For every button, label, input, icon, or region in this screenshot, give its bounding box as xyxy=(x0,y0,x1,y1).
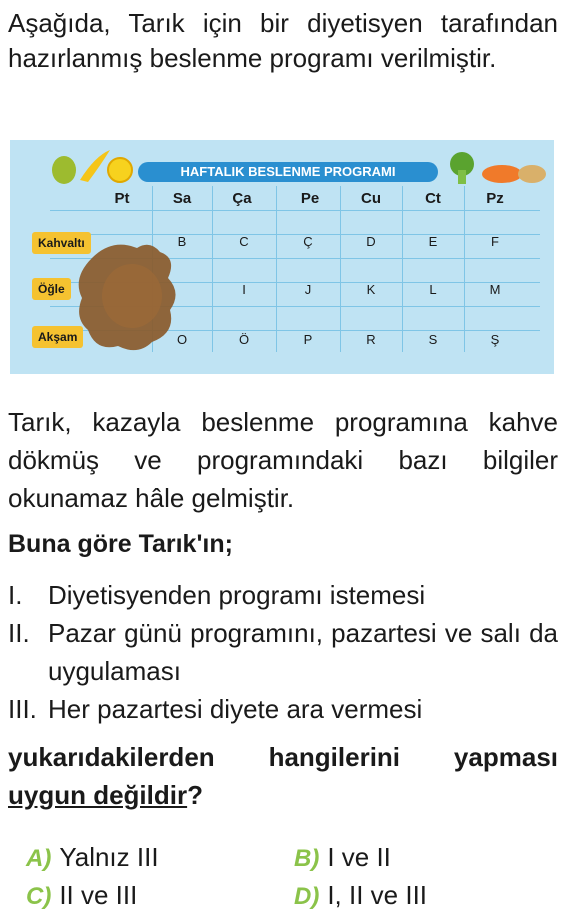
grid-line xyxy=(340,186,341,352)
grid-line xyxy=(50,210,540,211)
table-cell: K xyxy=(366,282,376,297)
day-header: Ça xyxy=(232,190,252,207)
table-cell: J xyxy=(304,282,312,297)
intro-text: Aşağıda, Tarık için bir diyetisyen tarafından hazırlanmış beslenme programı verilmiştir. xyxy=(8,8,558,73)
day-header: Sa xyxy=(172,190,192,207)
option-text: Yalnız III xyxy=(59,842,159,872)
table-cell: Ç xyxy=(303,234,313,249)
answer-option-b[interactable] xyxy=(294,842,391,873)
option-letter: A) xyxy=(26,845,52,872)
option-letter: B) xyxy=(294,845,320,872)
table-cell: L xyxy=(429,282,437,297)
option-text: I ve II xyxy=(327,842,391,872)
weekly-diet-program-figure xyxy=(10,140,554,374)
grid-line xyxy=(276,186,277,352)
table-cell: Ş xyxy=(490,332,500,347)
table-cell: M xyxy=(489,282,501,297)
table-cell: S xyxy=(428,332,438,347)
fruit-illustration-icon xyxy=(50,146,140,186)
table-cell: C xyxy=(239,234,249,249)
grid-line xyxy=(464,186,465,352)
item-number: I. xyxy=(8,580,23,610)
list-item xyxy=(8,614,558,690)
paragraph-text: Tarık, kazayla beslenme programına kahve dökmüş ve programındaki bazı bilgiler okunamaz hâle gelmiştir. xyxy=(8,407,558,513)
meal-label-lunch: Öğle xyxy=(32,278,71,300)
closing-emphasis: uygun değildir xyxy=(8,780,188,810)
question-closing xyxy=(8,738,558,814)
day-header: Pe xyxy=(300,190,320,207)
answer-option-a[interactable] xyxy=(26,842,159,873)
meal-label-breakfast: Kahvaltı xyxy=(32,232,91,254)
grid-line xyxy=(212,186,213,352)
item-number: III. xyxy=(8,694,37,724)
closing-mark: ? xyxy=(187,780,203,810)
table-cell: P xyxy=(303,332,313,347)
table-cell: E xyxy=(428,234,438,249)
figure-title: HAFTALIK BESLENME PROGRAMI xyxy=(138,162,438,182)
vegetable-illustration-icon xyxy=(440,150,550,188)
answer-option-d[interactable] xyxy=(294,880,427,911)
item-text: Pazar günü programını, pazartesi ve salı da uygulaması xyxy=(48,618,558,686)
day-header: Pz xyxy=(486,190,504,207)
question-lead: Buna göre Tarık'ın; xyxy=(8,530,233,558)
meal-label-dinner: Akşam xyxy=(32,326,83,348)
option-text: II ve III xyxy=(59,880,138,910)
grid-line xyxy=(402,186,403,352)
table-cell: F xyxy=(491,234,499,249)
item-text: Diyetisyenden programı istemesi xyxy=(48,580,426,610)
statement-list xyxy=(8,576,558,728)
table-cell: Ö xyxy=(238,332,250,347)
option-letter: D) xyxy=(294,883,320,910)
item-text: Her pazartesi diyete ara vermesi xyxy=(48,694,423,724)
table-cell: O xyxy=(176,332,188,347)
table-cell: I xyxy=(242,282,246,297)
option-text: I, II ve III xyxy=(327,880,428,910)
answer-option-c[interactable] xyxy=(26,880,137,911)
option-letter: C) xyxy=(26,883,52,910)
list-item xyxy=(8,576,558,614)
day-header: Ct xyxy=(425,190,441,207)
table-cell: B xyxy=(177,234,187,249)
list-item xyxy=(8,690,558,728)
coffee-stain-icon xyxy=(72,238,182,358)
closing-text: yukarıdakilerden hangilerini yapması xyxy=(8,742,558,772)
day-header: Cu xyxy=(361,190,381,207)
table-cell: D xyxy=(366,234,376,249)
day-header: Pt xyxy=(114,190,130,207)
item-number: II. xyxy=(8,618,30,648)
table-cell: R xyxy=(366,332,376,347)
